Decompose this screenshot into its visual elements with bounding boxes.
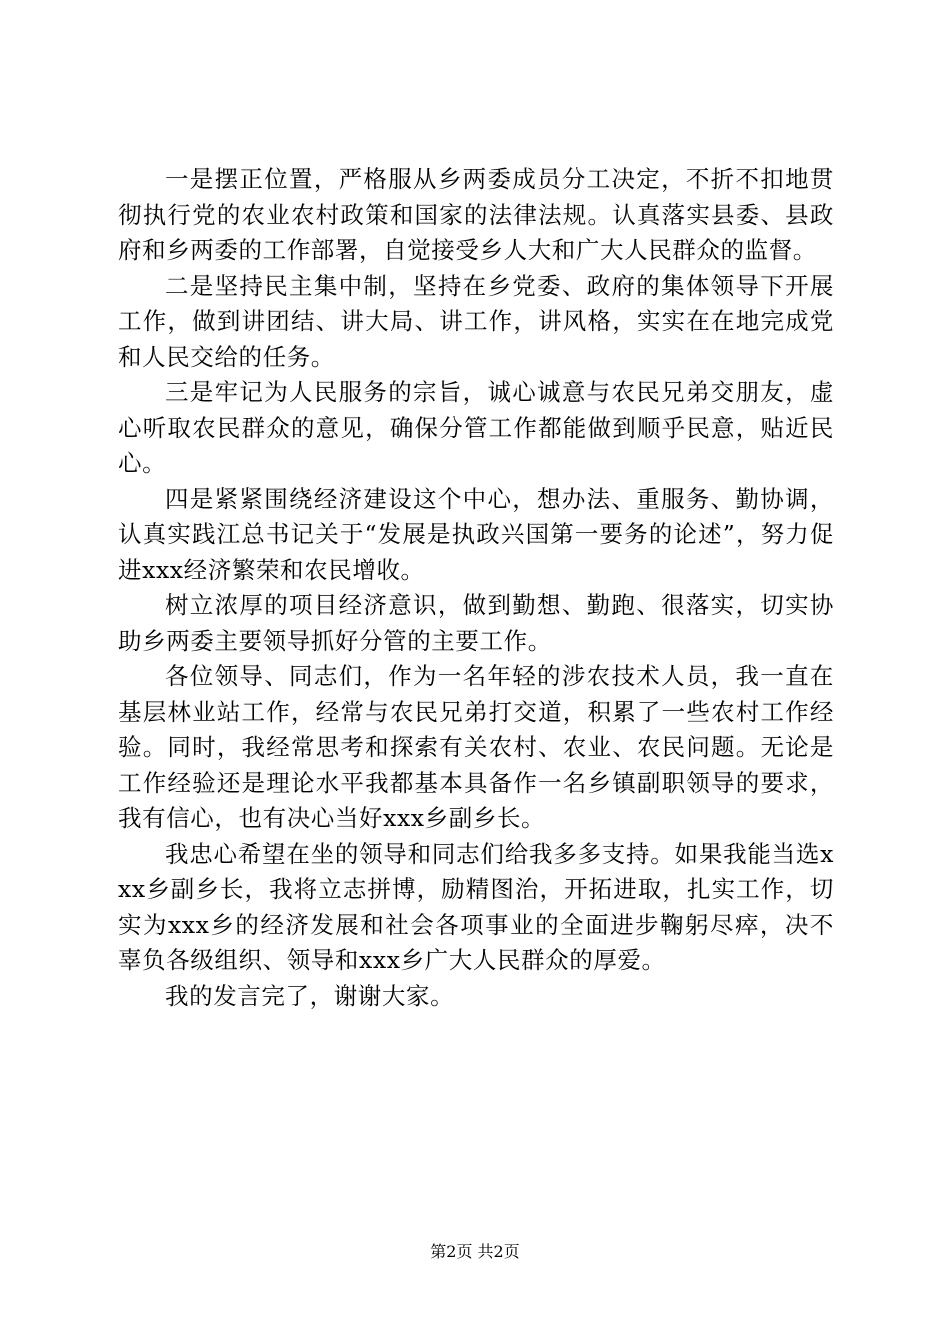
paragraph-4: 四是紧紧围绕经济建设这个中心，想办法、重服务、勤协调，认真实践江总书记关于“发展是执政兴国第一要务的论述”，努力促进xxx经济繁荣和农民增收。 (118, 484, 834, 584)
paragraph-1: 一是摆正位置，严格服从乡两委成员分工决定，不折不扣地贯彻执行党的农业农村政策和国家的法律法规。认真落实县委、县政府和乡两委的工作部署，自觉接受乡人大和广大人民群众的监督。 (118, 165, 834, 264)
paragraph-7: 我忠心希望在坐的领导和同志们给我多多支持。如果我能当选xxx乡副乡长，我将立志拼博，励精图治，开拓进取，扎实工作，切实为xxx乡的经济发展和社会各项事业的全面进步鞠躬尽瘁，决不辜负各级组织、领导和xxx乡广大人民群众的厚爱。 (118, 839, 834, 974)
page-footer: 第2页 共2页 (430, 1242, 520, 1261)
paragraph-6: 各位领导、同志们，作为一名年轻的涉农技术人员，我一直在基层林业站工作，经常与农民兄弟打交道，积累了一些农村工作经验。同时，我经常思考和探索有关农村、农业、农民问题。无论是工作经验还是理论水平我都基本具备作一名乡镇副职领导的要求，我有信心，也有决心当好xxx乡副乡长。 (118, 662, 834, 832)
paragraph-5: 树立浓厚的项目经济意识，做到勤想、勤跑、很落实，切实协助乡两委主要领导抓好分管的主要工作。 (118, 591, 834, 655)
paragraph-8: 我的发言完了，谢谢大家。 (165, 981, 455, 1010)
document-body (118, 162, 834, 1014)
paragraph-2: 二是坚持民主集中制，坚持在乡党委、政府的集体领导下开展工作，做到讲团结、讲大局、讲工作，讲风格，实实在在地完成党和人民交给的任务。 (118, 271, 834, 371)
paragraph-3: 三是牢记为人民服务的宗旨，诚心诚意与农民兄弟交朋友，虚心听取农民群众的意见，确保分管工作都能做到顺乎民意，贴近民心。 (118, 378, 834, 477)
